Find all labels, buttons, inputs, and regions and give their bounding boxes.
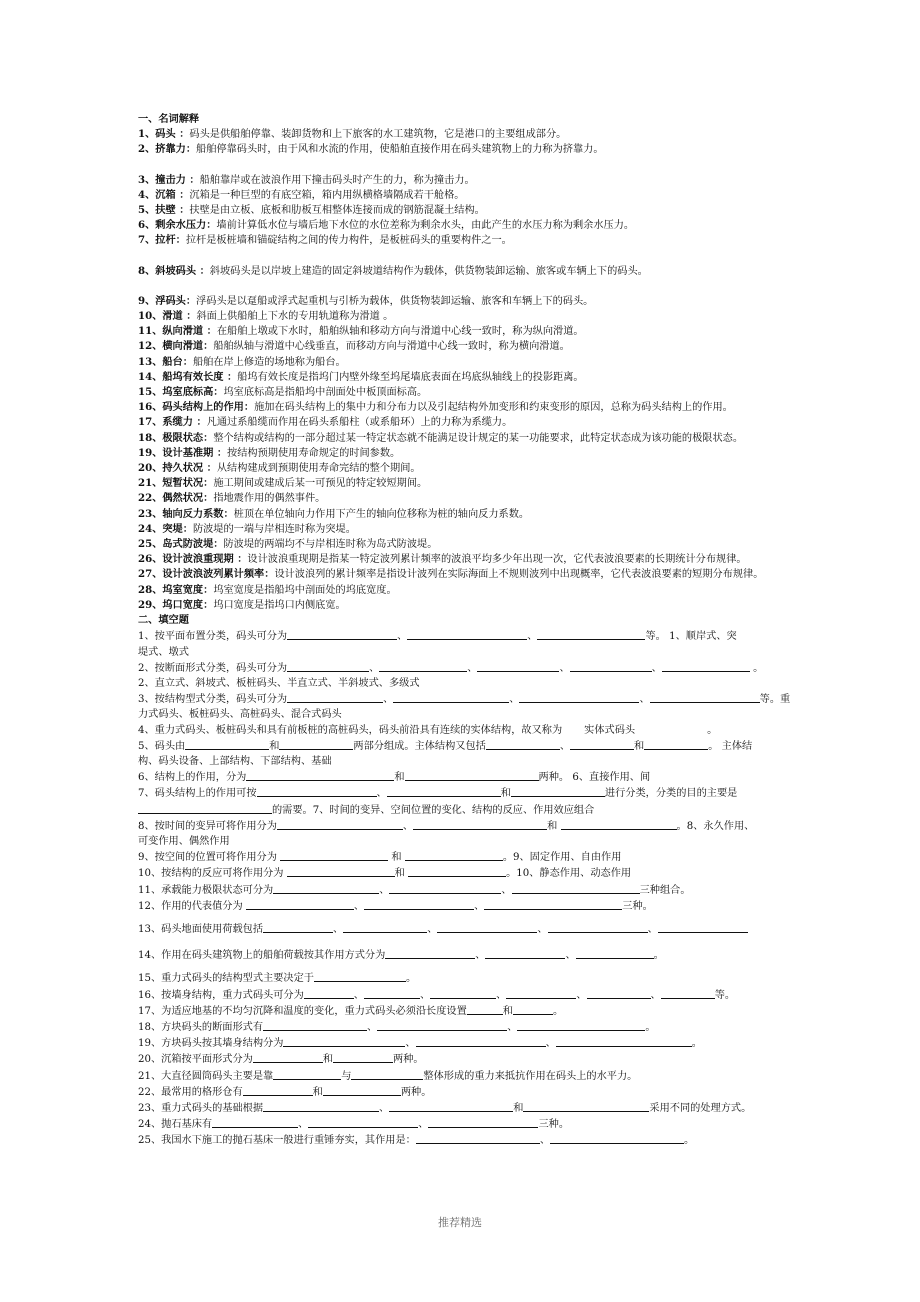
fill-question-8: 8、按时间的变异可将作用分为 、 和 。8、永久作用、 [138, 818, 784, 834]
fill-answer-3: 力式码头、板桩码头、高桩码头、混合式码头 [138, 709, 342, 721]
definition-term: 浮码头： [155, 294, 197, 307]
definition-item: 5、扶壁 ：扶壁是由立板、底板和肋板互相整体连接而成的钢筋混凝土结构。 [138, 204, 485, 217]
definition-text: 防波堤的两端均不与岸相连时称为岛式防波堤。 [223, 539, 438, 551]
definition-number: 3 [138, 173, 146, 186]
definition-text: 设计波浪列的累计频率是指设计波列在实际海面上不规则波列中出现概率，它代表波浪要素的短期分布规律。 [274, 569, 764, 581]
definition-item: 19、设计基准期 ：按结构预期使用寿命规定的时间参数。 [138, 446, 401, 459]
definition-text: 按结构预期使用寿命规定的时间参数。 [227, 447, 401, 459]
fill-question-9: 9、按空间的位置可将作用分为 和 。9、固定作用、自由作用 [138, 849, 784, 865]
definition-number: 23 [138, 507, 153, 520]
definition-term: 岛式防波堤： [162, 538, 224, 551]
fill-question-13: 13、码头地面使用荷载包括 、 、 、 、 [138, 921, 784, 937]
fill-question-21: 21、大直径圆筒码头主要是靠 与 整体形成的重力来抵抗作用在码头上的水平力。 [138, 1068, 784, 1084]
definition-text: 扶壁是由立板、底板和肋板互相整体连接而成的钢筋混凝土结构。 [189, 205, 485, 217]
definition-number: 26 [138, 553, 153, 566]
definition-text: 船舶在岸上修造的场地称为船台。 [192, 356, 346, 368]
page-footer: 推荐精选 [438, 1216, 482, 1229]
definition-term: 突堤： [162, 522, 193, 535]
definition-term: 码头结构上的作用： [162, 401, 255, 414]
definition-text: 在船舶上墩或下水时，船舶纵轴和移动方向与滑道中心线一致时，称为纵向滑道。 [216, 326, 584, 338]
fill-question-10: 10、按结构的反应可将作用分为 和 。10、静态作用、动态作用 [138, 865, 784, 881]
definition-item: 9、浮码头：浮码头是以趸船或浮式起重机与引桥为载体，供货物装卸运输、旅客和车辆上下的码头。 [138, 294, 594, 307]
definition-text: 浮码头是以趸船或浮式起重机与引桥为载体，供货物装卸运输、旅客和车辆上下的码头。 [196, 295, 594, 307]
fill-answer-1: 堤式、墩式 [138, 646, 189, 658]
fill-answer-5: 构、码头设备、上部结构、下部结构、基础 [138, 755, 332, 767]
definition-term: 系缆力 ： [162, 416, 207, 429]
definition-term: 船台： [162, 355, 193, 368]
definition-term: 挤靠力： [155, 143, 197, 156]
definition-term: 设计波浪波列累计频率： [162, 568, 275, 581]
definition-number: 25 [138, 538, 153, 551]
definition-item: 23、轴向反力系数：桩顶在单位轴向力作用下产生的轴向位移称为桩的轴向反力系数。 [138, 507, 530, 520]
definition-number: 8 [138, 264, 146, 277]
fill-question-2: 2、按断面形式分类，码头可分为 、 、 、 、 。 [138, 660, 784, 676]
definition-item: 26、设计波浪重现期 ：设计波浪重现期是指某一特定波列累计频率的波浪平均多少年出现一次，它代表波浪要素的长期统计分布规律。 [138, 553, 747, 566]
definition-item: 22、偶然状况：指地震作用的偶然事件。 [138, 492, 326, 505]
definition-number: 10 [138, 310, 153, 323]
definition-term: 扶壁 ： [155, 204, 190, 217]
definition-item: 6、剩余水压力：墙前计算低水位与墙后地下水位的水位差称为剩余水头，由此产生的水压力称为剩余水压力。 [138, 219, 635, 232]
definition-item: 14、船坞有效长度 ：船坞有效长度是指坞门内壁外缘至坞尾墙底表面在坞底纵轴线上的投影距离。 [138, 370, 584, 383]
definition-term: 持久状况 ： [162, 462, 217, 475]
definition-number: 21 [138, 477, 153, 490]
definition-number: 28 [138, 583, 153, 596]
definition-term: 撞击力 ： [155, 173, 200, 186]
fill-question-15: 15、重力式码头的结构型式主要决定于 。 [138, 970, 784, 986]
definition-number: 24 [138, 522, 153, 535]
fill-question-25: 25、我国水下施工的抛石基床一般进行重锤夯实，其作用是： 、 。 [138, 1132, 784, 1148]
fill-question-22: 22、最常用的格形仓有 和 两种。 [138, 1084, 784, 1100]
definition-item: 21、短暂状况：施工期间或建成后某一可预见的特定较短期间。 [138, 477, 428, 490]
definition-number: 9 [138, 294, 146, 307]
definition-term: 横向滑道： [162, 340, 214, 353]
definition-item: 1、码头 ：码头是供船舶停靠、装卸货物和上下旅客的水工建筑物，它是港口的主要组成部分。 [138, 128, 567, 141]
definition-term: 设计基准期 ： [162, 446, 228, 459]
fill-question-3: 3、按结构型式分类，码头可分为 、 、 、 等。重 [138, 691, 784, 707]
definition-term: 设计波浪重现期 ： [162, 553, 248, 566]
definition-number: 1 [138, 128, 146, 141]
fill-question-7: 7、码头结构上的作用可按 、 和 进行分类，分类的目的主要是 [138, 785, 784, 801]
definition-text: 施工期间或建成后某一可预见的特定较短期间。 [213, 478, 428, 490]
section-heading-fill-blanks: 二、填空题 [138, 614, 189, 627]
definition-number: 17 [138, 416, 153, 429]
definition-item: 25、岛式防波堤：防波堤的两端均不与岸相连时称为岛式防波堤。 [138, 538, 438, 551]
fill-question-4: 4、重力式码头、板桩码头和具有前板桩的高桩码头，码头前沿具有连续的实体结构，故又称为 实体式码头 。 [138, 724, 718, 736]
definition-item: 2、挤靠力：船舶停靠码头时，由于风和水流的作用，使船舶直接作用在码头建筑物上的力称为挤靠力。 [138, 143, 604, 156]
definition-text: 坞口宽度是指坞口内侧底宽。 [213, 599, 346, 611]
definition-item: 27、设计波浪波列累计频率：设计波浪列的累计频率是指设计波列在实际海面上不规则波列中出现概率，它代表波浪要素的短期分布规律。 [138, 568, 764, 581]
definition-term: 沉箱 ： [155, 188, 190, 201]
definition-term: 船坞有效长度 ： [162, 370, 238, 383]
fill-question-1: 1、按平面布置分类，码头可分为 、 、 等。 1、顺岸式、突 [138, 628, 784, 644]
definition-text: 沉箱是一种巨型的有底空箱，箱内用纵横格墙隔成若干舱格。 [189, 189, 465, 201]
definition-term: 轴向反力系数： [162, 507, 234, 520]
definition-item: 11、纵向滑道 ：在船舶上墩或下水时，船舶纵轴和移动方向与滑道中心线一致时，称为纵向滑道。 [138, 325, 584, 338]
definition-item: 4、沉箱 ：沉箱是一种巨型的有底空箱，箱内用纵横格墙隔成若干舱格。 [138, 188, 465, 201]
definition-number: 14 [138, 370, 153, 383]
definition-term: 斜坡码头 ： [155, 264, 210, 277]
definitions-list [138, 127, 784, 613]
definition-term: 拉杆： [155, 234, 186, 247]
definition-number: 18 [138, 431, 153, 444]
definition-term: 滑道 ： [162, 310, 197, 323]
definition-text: 船舶停靠码头时，由于风和水流的作用，使船舶直接作用在码头建筑物上的力称为挤靠力。 [196, 144, 604, 156]
definition-number: 29 [138, 598, 153, 611]
definition-text: 整个结构或结构的一部分超过某一特定状态就不能满足设计规定的某一功能要求，此特定状态成为该功能的极限状态。 [213, 432, 744, 444]
definition-item: 20、持久状况 ：从结构建成到预期使用寿命完结的整个期间。 [138, 462, 421, 475]
definition-item: 16、码头结构上的作用：施加在码头结构上的集中力和分布力以及引起结构外加变形和约束变形的原因，总称为码头结构上的作用。 [138, 401, 733, 414]
definition-text: 船舶纵轴与滑道中心线垂直，而移动方向与滑道中心线一致时，称为横向滑道。 [213, 341, 570, 353]
definition-number: 15 [138, 386, 153, 399]
definition-text: 船舶靠岸或在波浪作用下撞击码头时产生的力，称为撞击力。 [199, 174, 475, 186]
definition-term: 纵向滑道 ： [162, 325, 217, 338]
definition-number: 5 [138, 204, 146, 217]
definition-item: 28、坞室宽度：坞室宽度是指船坞中剖面处的坞底宽度。 [138, 583, 397, 596]
definition-text: 凡通过系船缆而作用在码头系船柱（或系船环）上的力称为系缆力。 [206, 417, 513, 429]
fill-answer-2: 2、直立式、斜坡式、板桩码头、半直立式、半斜坡式、多级式 [138, 677, 420, 689]
fill-answer-7: 的需要。7、时间的变异、空间位置的变化、结构的反应、作用效应组合 [138, 802, 784, 818]
fill-question-17: 17、为适应地基的不均匀沉降和温度的变化，重力式码头必须沿长度设置 和 。 [138, 1003, 784, 1019]
fill-question-19: 19、方块码头按其墙身结构分为 、 、 。 [138, 1035, 784, 1051]
definition-number: 4 [138, 188, 146, 201]
definition-text: 坞室宽度是指船坞中剖面处的坞底宽度。 [213, 584, 397, 596]
section-heading-definitions: 一、名词解释 [138, 113, 200, 125]
definition-item: 13、船台：船舶在岸上修造的场地称为船台。 [138, 355, 346, 368]
definition-text: 设计波浪重现期是指某一特定波列累计频率的波浪平均多少年出现一次，它代表波浪要素的长期统计分布规律。 [247, 554, 747, 566]
definition-item: 12、横向滑道：船舶纵轴与滑道中心线垂直，而移动方向与滑道中心线一致时，称为横向滑道。 [138, 340, 570, 353]
definition-number: 7 [138, 234, 146, 247]
fill-question-5: 5、码头由 和 两部分组成。主体结构又包括 、 和 。 主体结 [138, 738, 784, 754]
fill-question-16: 16、按墙身结构，重力式码头可分为 、 、 、 、 、 等。 [138, 987, 784, 1003]
definition-text: 斜面上供船舶上下水的专用轨道称为滑道 。 [196, 311, 394, 323]
document-body [138, 112, 791, 1149]
definition-text: 船坞有效长度是指坞门内壁外缘至坞尾墙底表面在坞底纵轴线上的投影距离。 [237, 371, 584, 383]
fill-question-14: 14、作用在码头建筑物上的船舶荷载按其作用方式分为 、 、 。 [138, 947, 784, 963]
fill-question-18: 18、方块码头的断面形式有 、 、 。 [138, 1019, 784, 1035]
definition-term: 偶然状况： [162, 492, 214, 505]
definition-text: 斜坡码头是以岸坡上建造的固定斜坡道结构作为载体，供货物装卸运输、旅客或车辆上下的码头。 [209, 265, 648, 277]
definition-number: 6 [138, 219, 146, 232]
definition-item: 7、拉杆：拉杆是板桩墙和锚碇结构之间的传力构件，是板桩码头的重要构件之一。 [138, 234, 512, 247]
definition-term: 剩余水压力： [155, 219, 217, 232]
fill-question-12: 12、作用的代表值分为 、 、 三种。 [138, 898, 784, 914]
definition-item: 18、极限状态：整个结构或结构的一部分超过某一特定状态就不能满足设计规定的某一功能要求，此特定状态成为该功能的极限状态。 [138, 431, 744, 444]
definition-text: 指地震作用的偶然事件。 [213, 493, 326, 505]
definition-text: 桩顶在单位轴向力作用下产生的轴向位移称为桩的轴向反力系数。 [233, 508, 530, 520]
definition-term: 坞室底标高： [162, 386, 224, 399]
definition-item: 29、坞口宽度：坞口宽度是指坞口内侧底宽。 [138, 598, 346, 611]
fill-answer-8: 可变作用、偶然作用 [138, 835, 230, 847]
definition-text: 拉杆是板桩墙和锚碇结构之间的传力构件，是板桩码头的重要构件之一。 [185, 235, 512, 247]
definition-text: 从结构建成到预期使用寿命完结的整个期间。 [216, 463, 421, 475]
definition-item: 17、系缆力 ：凡通过系船缆而作用在码头系船柱（或系船环）上的力称为系缆力。 [138, 416, 513, 429]
definition-term: 坞口宽度： [162, 598, 214, 611]
definition-number: 22 [138, 492, 153, 505]
fill-question-20: 20、沉箱按平面形式分为 和 两种。 [138, 1051, 784, 1067]
definition-text: 施加在码头结构上的集中力和分布力以及引起结构外加变形和约束变形的原因，总称为码头结构上的作用。 [254, 402, 733, 414]
definition-number: 13 [138, 355, 153, 368]
definition-number: 20 [138, 462, 153, 475]
definition-number: 27 [138, 568, 153, 581]
definition-text: 码头是供船舶停靠、装卸货物和上下旅客的水工建筑物，它是港口的主要组成部分。 [189, 129, 567, 141]
definition-item: 10、滑道 ：斜面上供船舶上下水的专用轨道称为滑道 。 [138, 310, 394, 323]
definition-term: 码头 ： [155, 128, 190, 141]
fill-question-23: 23、重力式码头的基础根据 、 和 采用不同的处理方式。 [138, 1100, 784, 1116]
definition-number: 19 [138, 446, 153, 459]
definition-number: 2 [138, 143, 146, 156]
definition-term: 极限状态： [162, 431, 214, 444]
definition-item: 24、突堤：防波堤的一端与岸相连时称为突堤。 [138, 522, 356, 535]
fill-question-11: 11、承载能力极限状态可分为 、 、 三种组合。 [138, 882, 784, 898]
definition-term: 短暂状况： [162, 477, 214, 490]
definition-number: 16 [138, 401, 153, 414]
definition-number: 11 [138, 325, 153, 338]
definition-item: 8、斜坡码头 ：斜坡码头是以岸坡上建造的固定斜坡道结构作为载体，供货物装卸运输、旅客或车辆上下的码头。 [138, 264, 648, 277]
definition-item: 3、撞击力 ：船舶靠岸或在波浪作用下撞击码头时产生的力，称为撞击力。 [138, 173, 475, 186]
definition-term: 坞室宽度： [162, 583, 214, 596]
definition-text: 防波堤的一端与岸相连时称为突堤。 [192, 523, 356, 535]
definition-text: 墙前计算低水位与墙后地下水位的水位差称为剩余水头，由此产生的水压力称为剩余水压力。 [216, 220, 635, 232]
fill-question-24: 24、抛石基床有 、 、 三种。 [138, 1116, 784, 1132]
fill-question-6: 6、结构上的作用，分为 和 两种。 6、直接作用、间 [138, 769, 784, 785]
definition-number: 12 [138, 340, 153, 353]
definition-text: 坞室底标高是指船坞中剖面处中板顶面标高。 [223, 387, 428, 399]
definition-item: 15、坞室底标高：坞室底标高是指船坞中剖面处中板顶面标高。 [138, 386, 428, 399]
